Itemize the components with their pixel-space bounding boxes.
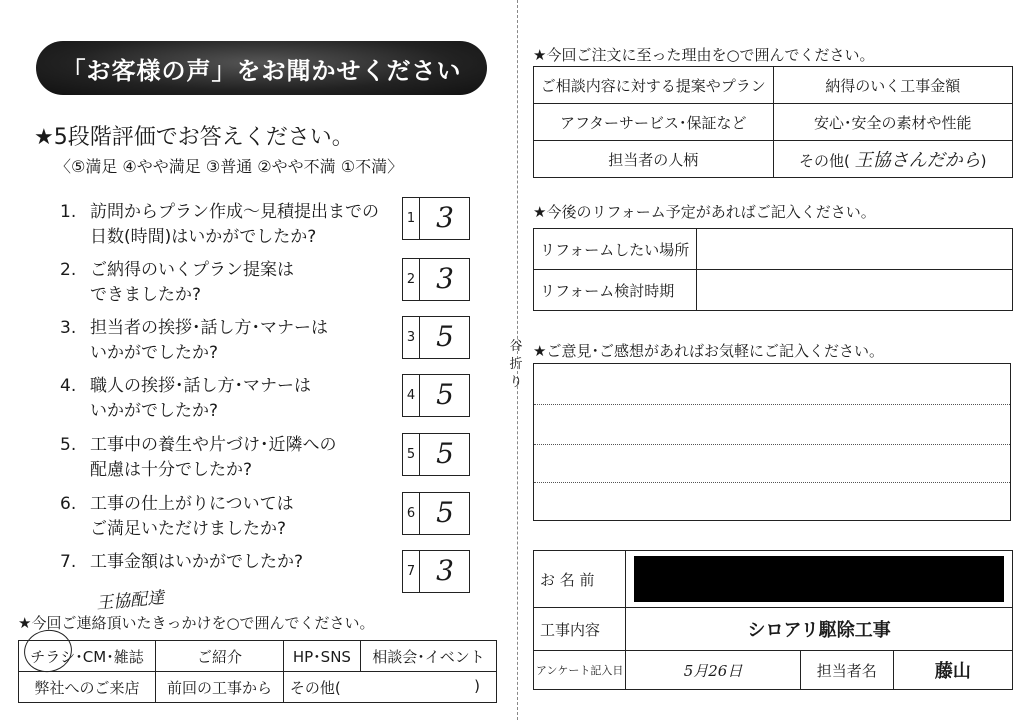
answer-box-2[interactable]: 2 3 <box>402 258 470 301</box>
handwritten-answer: 5 <box>436 378 454 411</box>
handwritten-answer: 3 <box>436 554 454 587</box>
reason-table <box>533 66 1013 178</box>
question-6: 6. 工事の仕上がりについては ご満足いただけましたか? <box>60 494 294 539</box>
answer-box-7[interactable]: 7 3 <box>402 550 470 593</box>
reason-other[interactable]: その他( 王協さんだから) <box>773 141 1013 178</box>
option-previous-work[interactable]: 前回の工事から <box>156 672 284 703</box>
work-label: 工事内容 <box>534 608 626 651</box>
handwritten-reason: 王協さんだから <box>854 150 981 171</box>
reason-price[interactable]: 納得のいく工事金額 <box>773 67 1013 104</box>
reform-time-field[interactable] <box>697 270 1013 311</box>
ruled-line <box>534 404 1010 405</box>
comments-heading: ★ご意見･ご感想があればお気軽にご記入ください。 <box>533 342 884 360</box>
handwritten-answer: 3 <box>436 201 454 234</box>
option-flyer[interactable]: チラシ･CM･雑誌 <box>19 641 156 672</box>
name-label: お 名 前 <box>534 551 626 608</box>
question-1: 1. 訪問からプラン作成～見積提出までの 日数(時間)はいかがでしたか? <box>60 202 379 247</box>
option-referral[interactable]: ご紹介 <box>156 641 284 672</box>
staff-label: 担当者名 <box>800 651 893 690</box>
ruled-line <box>534 482 1010 483</box>
answer-box-3[interactable]: 3 5 <box>402 316 470 359</box>
ruled-line <box>534 444 1010 445</box>
date-label: アンケート記入日 <box>534 651 626 690</box>
question-2: 2. ご納得のいくプラン提案は できましたか? <box>60 260 294 305</box>
reform-place-field[interactable] <box>697 229 1013 270</box>
option-store-visit[interactable]: 弊社へのご来店 <box>19 672 156 703</box>
redaction-bar <box>634 556 1004 602</box>
comments-field[interactable] <box>533 363 1011 521</box>
question-5: 5. 工事中の養生や片づけ･近隣への 配慮は十分でしたか? <box>60 435 337 480</box>
contact-heading: ★今回ご連絡頂いたきっかけを○で囲んでください。 <box>18 614 375 632</box>
reason-heading: ★今回ご注文に至った理由を○で囲んでください。 <box>533 46 875 64</box>
staff-value: 藤山 <box>893 651 1012 690</box>
option-other[interactable]: その他( ) <box>283 672 496 703</box>
date-value[interactable]: 5月26日 <box>626 651 800 690</box>
customer-info-table <box>533 550 1013 690</box>
answer-box-6[interactable]: 6 5 <box>402 492 470 535</box>
name-field[interactable] <box>626 551 1013 608</box>
reason-safety[interactable]: 安心･安全の素材や性能 <box>773 104 1013 141</box>
work-value: シロアリ駆除工事 <box>626 608 1013 651</box>
handwritten-note: 王協配達 <box>95 588 165 614</box>
reason-proposal[interactable]: ご相談内容に対する提案やプラン <box>534 67 774 104</box>
reform-time-label: リフォーム検討時期 <box>534 270 697 311</box>
question-7: 7. 工事金額はいかがでしたか? <box>60 552 304 572</box>
reason-staff[interactable]: 担当者の人柄 <box>534 141 774 178</box>
question-3: 3. 担当者の挨拶･話し方･マナーは いかがでしたか? <box>60 318 328 363</box>
answer-box-1[interactable]: 1 3 <box>402 197 470 240</box>
handwritten-answer: 5 <box>436 320 454 353</box>
reform-place-label: リフォームしたい場所 <box>534 229 697 270</box>
handwritten-answer: 5 <box>436 496 454 529</box>
reform-table <box>533 228 1013 311</box>
evaluation-scale: 〈⑤満足 ④やや満足 ③普通 ②やや不満 ①不満〉 <box>55 157 404 176</box>
answer-box-5[interactable]: 5 5 <box>402 433 470 476</box>
evaluation-heading: ★5段階評価でお答えください。 <box>34 125 354 150</box>
question-4: 4. 職人の挨拶･話し方･マナーは いかがでしたか? <box>60 376 311 421</box>
handwritten-answer: 5 <box>436 437 454 470</box>
option-event[interactable]: 相談会･イベント <box>360 641 496 672</box>
reform-heading: ★今後のリフォーム予定があればご記入ください。 <box>533 203 876 221</box>
answer-box-4[interactable]: 4 5 <box>402 374 470 417</box>
page-title: 「お客様の声」をお聞かせください <box>36 41 487 95</box>
handwritten-answer: 3 <box>436 262 454 295</box>
reason-aftercare[interactable]: アフターサービス･保証など <box>534 104 774 141</box>
option-hp-sns[interactable]: HP･SNS <box>283 641 360 672</box>
contact-options-table <box>18 640 497 703</box>
fold-label: 谷折り <box>509 339 523 390</box>
